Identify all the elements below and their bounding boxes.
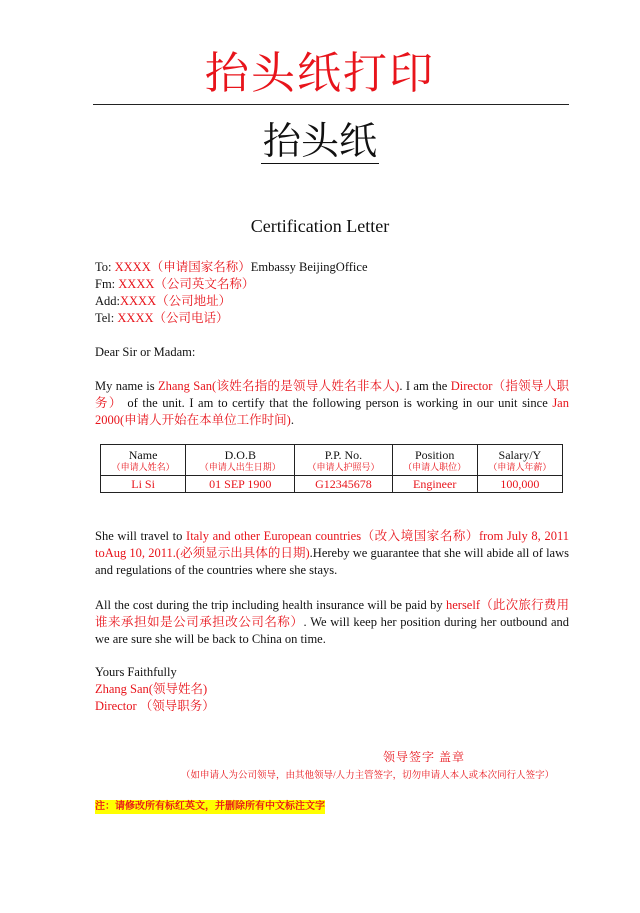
table-cell-passport: G12345678 — [295, 476, 392, 493]
header-sub: （申请人年薪） — [488, 461, 552, 472]
certification-letter-title: Certification Letter — [250, 216, 390, 236]
letterhead-title-text: 抬头纸 — [262, 121, 377, 163]
para3-text-2: . We will keep her position during her outbound and we are sure she will be back to China on time. — [95, 615, 569, 646]
address-tel — [95, 310, 569, 327]
header-sub: （申请人护照号） — [307, 461, 380, 472]
closing-yours: Yours Faithfully — [95, 665, 177, 679]
closing-block — [95, 664, 569, 715]
para2-destination: Italy and other European countries（改入境国家名称）from July 8, 2011 toAug 10, 2011.(必须显示出具体的日期) — [95, 529, 570, 560]
table-header-cell — [186, 445, 295, 476]
para1-text-2: . I am the — [399, 379, 451, 393]
table-header-row — [101, 445, 563, 476]
table-cell-position: Engineer — [392, 476, 477, 493]
header-label: P.P. No. — [324, 447, 363, 462]
para3-payer: herself（此次旅行费用谁来承担如是公司承担改公司名称） — [95, 598, 569, 629]
tel-label: Tel: — [95, 311, 118, 325]
fm-label: Fm: — [95, 277, 119, 291]
address-to — [95, 259, 569, 276]
greeting: Dear Sir or Madam: — [95, 345, 196, 359]
table-header-cell — [477, 445, 562, 476]
table-header-cell — [392, 445, 477, 476]
table-header-cell — [295, 445, 392, 476]
para2-text-2: .Hereby we guarantee that she will abide all of laws and regulations of the countries where she stays. — [95, 546, 569, 577]
paragraph-travel — [95, 528, 569, 579]
fm-value: XXXX（公司英文名称） — [118, 277, 255, 291]
address-block — [95, 259, 569, 327]
para1-leader-name: Zhang San(该姓名指的是领导人姓名非本人) — [157, 379, 400, 393]
to-suffix: Embassy BeijingOffice — [250, 260, 368, 274]
closing-name: Zhang San(领导姓名) — [95, 682, 208, 696]
add-value: XXXX（公司地址） — [120, 294, 232, 308]
header-sub: （申请人职位） — [403, 461, 467, 472]
signature-instruction: （如申请人为公司领导，由其他领导/人力主管签字，切勿申请人本人或本次同行人签字） — [181, 771, 555, 781]
table-cell-name: Li Si — [101, 476, 186, 493]
tel-value: XXXX（公司电话） — [117, 311, 229, 325]
applicant-table — [100, 444, 563, 493]
para1-text-1: My name is — [95, 379, 158, 393]
header-divider — [93, 104, 569, 105]
address-fm — [95, 276, 569, 293]
header-label: Name — [128, 447, 158, 462]
header-label: Salary/Y — [498, 447, 542, 462]
add-label: Add: — [95, 294, 120, 308]
table-cell-salary: 100,000 — [477, 476, 562, 493]
para1-text-4: . — [290, 413, 294, 427]
address-add — [95, 293, 569, 310]
table-header-cell — [101, 445, 186, 476]
table-row — [101, 476, 563, 493]
to-label: To: — [95, 260, 115, 274]
paragraph-cost — [95, 597, 569, 648]
para1-text-3: of the unit. I am to certify that the following person is working in our unit since — [122, 396, 553, 410]
table-cell-dob: 01 SEP 1900 — [186, 476, 295, 493]
paragraph-intro — [95, 378, 569, 429]
to-value: XXXX（申请国家名称） — [114, 260, 251, 274]
para1-leader-title: Director（指领导人职务） — [95, 379, 569, 410]
header-sub: （申请人姓名） — [111, 461, 175, 472]
header-sub: （申请人出生日期） — [199, 461, 281, 472]
para1-start-date: Jan 2000(申请人开始在本单位工作时间) — [95, 396, 569, 427]
closing-title: Director （领导职务） — [95, 699, 215, 713]
letterhead-print-title: 抬头纸打印 — [205, 49, 435, 98]
edit-note: 注：请修改所有标红英文，并删除所有中文标注文字 — [95, 801, 325, 812]
signature-stamp: 领导签字 盖章 — [383, 750, 466, 764]
letterhead-title — [0, 118, 640, 166]
header-label: D.O.B — [224, 447, 256, 462]
header-label: Position — [414, 447, 455, 462]
para2-text-1: She will travel to — [95, 529, 187, 543]
para3-text-1: All the cost during the trip including health insurance will be paid by — [95, 598, 446, 612]
